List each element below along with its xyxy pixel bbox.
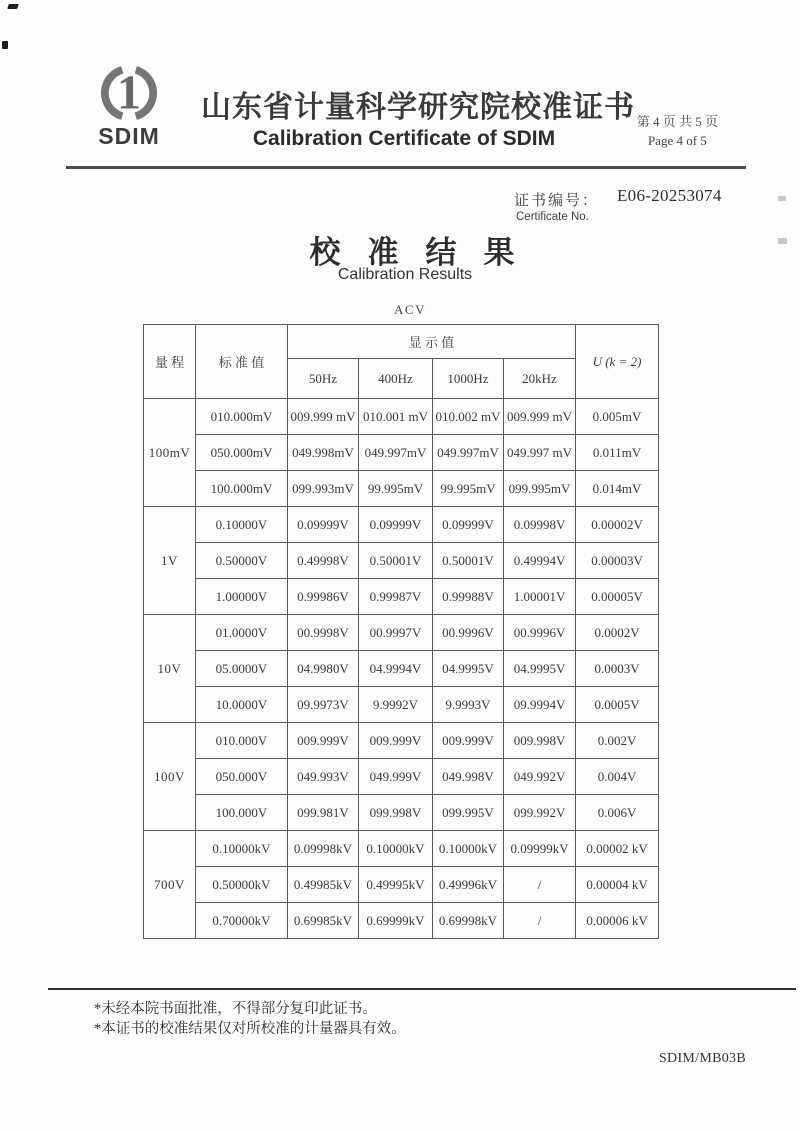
standard-value-cell: 1.00000V [196,579,288,615]
freq-1000hz-cell: 00.9996V [433,615,504,651]
table-row [144,723,659,759]
freq-400hz-cell: 0.50001V [359,543,433,579]
table-row [144,471,659,507]
table-row [144,795,659,831]
freq-1000hz-cell: 049.998V [433,759,504,795]
footer-notes [94,1000,406,1039]
uncertainty-cell: 0.014mV [576,471,659,507]
section-title-cn: 校准结果 [309,235,542,270]
freq-20khz-cell: 00.9996V [504,615,576,651]
freq-20khz-cell: 0.49994V [504,543,576,579]
table-row [144,831,659,867]
freq-20khz-cell: 099.995mV [504,471,576,507]
freq-400hz-cell: 9.9992V [359,687,433,723]
standard-value-cell: 10.0000V [196,687,288,723]
col-header-50hz: 50Hz [288,359,359,399]
standard-value-cell: 0.50000V [196,543,288,579]
freq-1000hz-cell: 049.997mV [433,435,504,471]
freq-50hz-cell: 0.99986V [288,579,359,615]
header-title-en: Calibration Certificate of SDIM [252,127,556,150]
freq-50hz-cell: 099.993mV [288,471,359,507]
table-header-row [144,325,659,359]
uncertainty-cell: 0.006V [576,795,659,831]
freq-20khz-cell: 049.997 mV [504,435,576,471]
freq-400hz-cell: 99.995mV [359,471,433,507]
freq-1000hz-cell: 0.69998kV [433,903,504,939]
standard-value-cell: 100.000V [196,795,288,831]
table-row [144,435,659,471]
uncertainty-cell: 0.00004 kV [576,867,659,903]
certificate-number: E06-20253074 [617,186,722,205]
freq-20khz-cell: 1.00001V [504,579,576,615]
uncertainty-cell: 0.0002V [576,615,659,651]
freq-1000hz-cell: 009.999V [433,723,504,759]
freq-50hz-cell: 049.993V [288,759,359,795]
freq-400hz-cell: 0.09999V [359,507,433,543]
section-title-en: Calibration Results [337,266,473,283]
table-row [144,615,659,651]
standard-value-cell: 010.000V [196,723,288,759]
freq-400hz-cell: 009.999V [359,723,433,759]
certificate-no-label-en: Certificate No. [516,211,589,223]
freq-400hz-cell: 0.10000kV [359,831,433,867]
freq-1000hz-cell: 0.10000kV [433,831,504,867]
freq-50hz-cell: 0.49985kV [288,867,359,903]
freq-400hz-cell: 0.69999kV [359,903,433,939]
col-header-20khz: 20kHz [504,359,576,399]
col-header-uncertainty: U (k = 2) [576,325,659,399]
freq-50hz-cell: 0.09999V [288,507,359,543]
col-header-400hz: 400Hz [359,359,433,399]
freq-50hz-cell: 0.49998V [288,543,359,579]
freq-400hz-cell: 099.998V [359,795,433,831]
standard-value-cell: 05.0000V [196,651,288,687]
freq-20khz-cell: 049.992V [504,759,576,795]
freq-50hz-cell: 009.999V [288,723,359,759]
freq-400hz-cell: 010.001 mV [359,399,433,435]
standard-value-cell: 01.0000V [196,615,288,651]
footer-note-1: *未经本院书面批准，不得部分复印此证书。 [94,1001,377,1017]
freq-400hz-cell: 049.999V [359,759,433,795]
uncertainty-cell: 0.0005V [576,687,659,723]
freq-1000hz-cell: 0.09999V [433,507,504,543]
freq-1000hz-cell: 0.50001V [433,543,504,579]
standard-value-cell: 050.000V [196,759,288,795]
freq-1000hz-cell: 099.995V [433,795,504,831]
range-cell: 10V [144,615,196,723]
svg-text:1: 1 [116,66,142,120]
freq-50hz-cell: 00.9998V [288,615,359,651]
uncertainty-cell: 0.005mV [576,399,659,435]
freq-1000hz-cell: 0.99988V [433,579,504,615]
range-cell: 700V [144,831,196,939]
freq-1000hz-cell: 04.9995V [433,651,504,687]
table-row [144,543,659,579]
standard-value-cell: 0.10000kV [196,831,288,867]
freq-50hz-cell: 009.999 mV [288,399,359,435]
table-row [144,507,659,543]
uncertainty-cell: 0.0003V [576,651,659,687]
freq-20khz-cell: 009.998V [504,723,576,759]
range-cell: 1V [144,507,196,615]
freq-20khz-cell: / [504,903,576,939]
freq-20khz-cell: 0.09999kV [504,831,576,867]
freq-400hz-cell: 00.9997V [359,615,433,651]
freq-400hz-cell: 049.997mV [359,435,433,471]
scan-artifact [7,4,19,9]
table-caption-acv: ACV [394,302,426,317]
uncertainty-cell: 0.00005V [576,579,659,615]
range-cell: 100V [144,723,196,831]
table-row [144,903,659,939]
freq-50hz-cell: 0.09998kV [288,831,359,867]
uncertainty-cell: 0.00002V [576,507,659,543]
freq-50hz-cell: 049.998mV [288,435,359,471]
freq-1000hz-cell: 99.995mV [433,471,504,507]
freq-1000hz-cell: 0.49996kV [433,867,504,903]
table-row [144,687,659,723]
standard-value-cell: 050.000mV [196,435,288,471]
standard-value-cell: 0.10000V [196,507,288,543]
col-header-displayed: 显 示 值 [288,325,576,359]
form-code: SDIM/MB03B [658,1051,746,1066]
freq-50hz-cell: 04.9980V [288,651,359,687]
uncertainty-cell: 0.00006 kV [576,903,659,939]
table-row [144,651,659,687]
standard-value-cell: 0.50000kV [196,867,288,903]
col-header-range: 量 程 [144,325,196,399]
table-row [144,867,659,903]
freq-50hz-cell: 09.9973V [288,687,359,723]
header-divider [66,166,746,169]
range-cell: 100mV [144,399,196,507]
sdim-logo-text: SDIM [98,123,160,149]
freq-20khz-cell: / [504,867,576,903]
freq-400hz-cell: 04.9994V [359,651,433,687]
header-title-cn: 山东省计量科学研究院校准证书 [201,91,635,124]
standard-value-cell: 100.000mV [196,471,288,507]
freq-400hz-cell: 0.99987V [359,579,433,615]
freq-20khz-cell: 009.999 mV [504,399,576,435]
freq-50hz-cell: 099.981V [288,795,359,831]
standard-value-cell: 0.70000kV [196,903,288,939]
certificate-no-label-cn: 证书编号： [514,193,600,209]
freq-400hz-cell: 0.49995kV [359,867,433,903]
col-header-1000hz: 1000Hz [433,359,504,399]
table-row [144,759,659,795]
freq-20khz-cell: 04.9995V [504,651,576,687]
scan-artifact [778,196,786,201]
uncertainty-cell: 0.004V [576,759,659,795]
page-info-en: Page 4 of 5 [647,133,707,148]
freq-20khz-cell: 0.09998V [504,507,576,543]
freq-20khz-cell: 09.9994V [504,687,576,723]
footer-divider [48,988,796,990]
freq-1000hz-cell: 9.9993V [433,687,504,723]
footer-note-2: *本证书的校准结果仅对所校准的计量器具有效。 [94,1020,406,1037]
freq-1000hz-cell: 010.002 mV [433,399,504,435]
uncertainty-cell: 0.00003V [576,543,659,579]
table-row [144,579,659,615]
uncertainty-cell: 0.002V [576,723,659,759]
col-header-standard: 标 准 值 [196,325,288,399]
results-table [143,324,659,939]
scan-artifact [2,41,8,49]
page-info [637,112,718,150]
freq-20khz-cell: 099.992V [504,795,576,831]
table-row [144,399,659,435]
page-info-cn: 第 4 页 共 5 页 [636,114,718,129]
uncertainty-cell: 0.00002 kV [576,831,659,867]
freq-50hz-cell: 0.69985kV [288,903,359,939]
uncertainty-cell: 0.011mV [576,435,659,471]
standard-value-cell: 010.000mV [196,399,288,435]
